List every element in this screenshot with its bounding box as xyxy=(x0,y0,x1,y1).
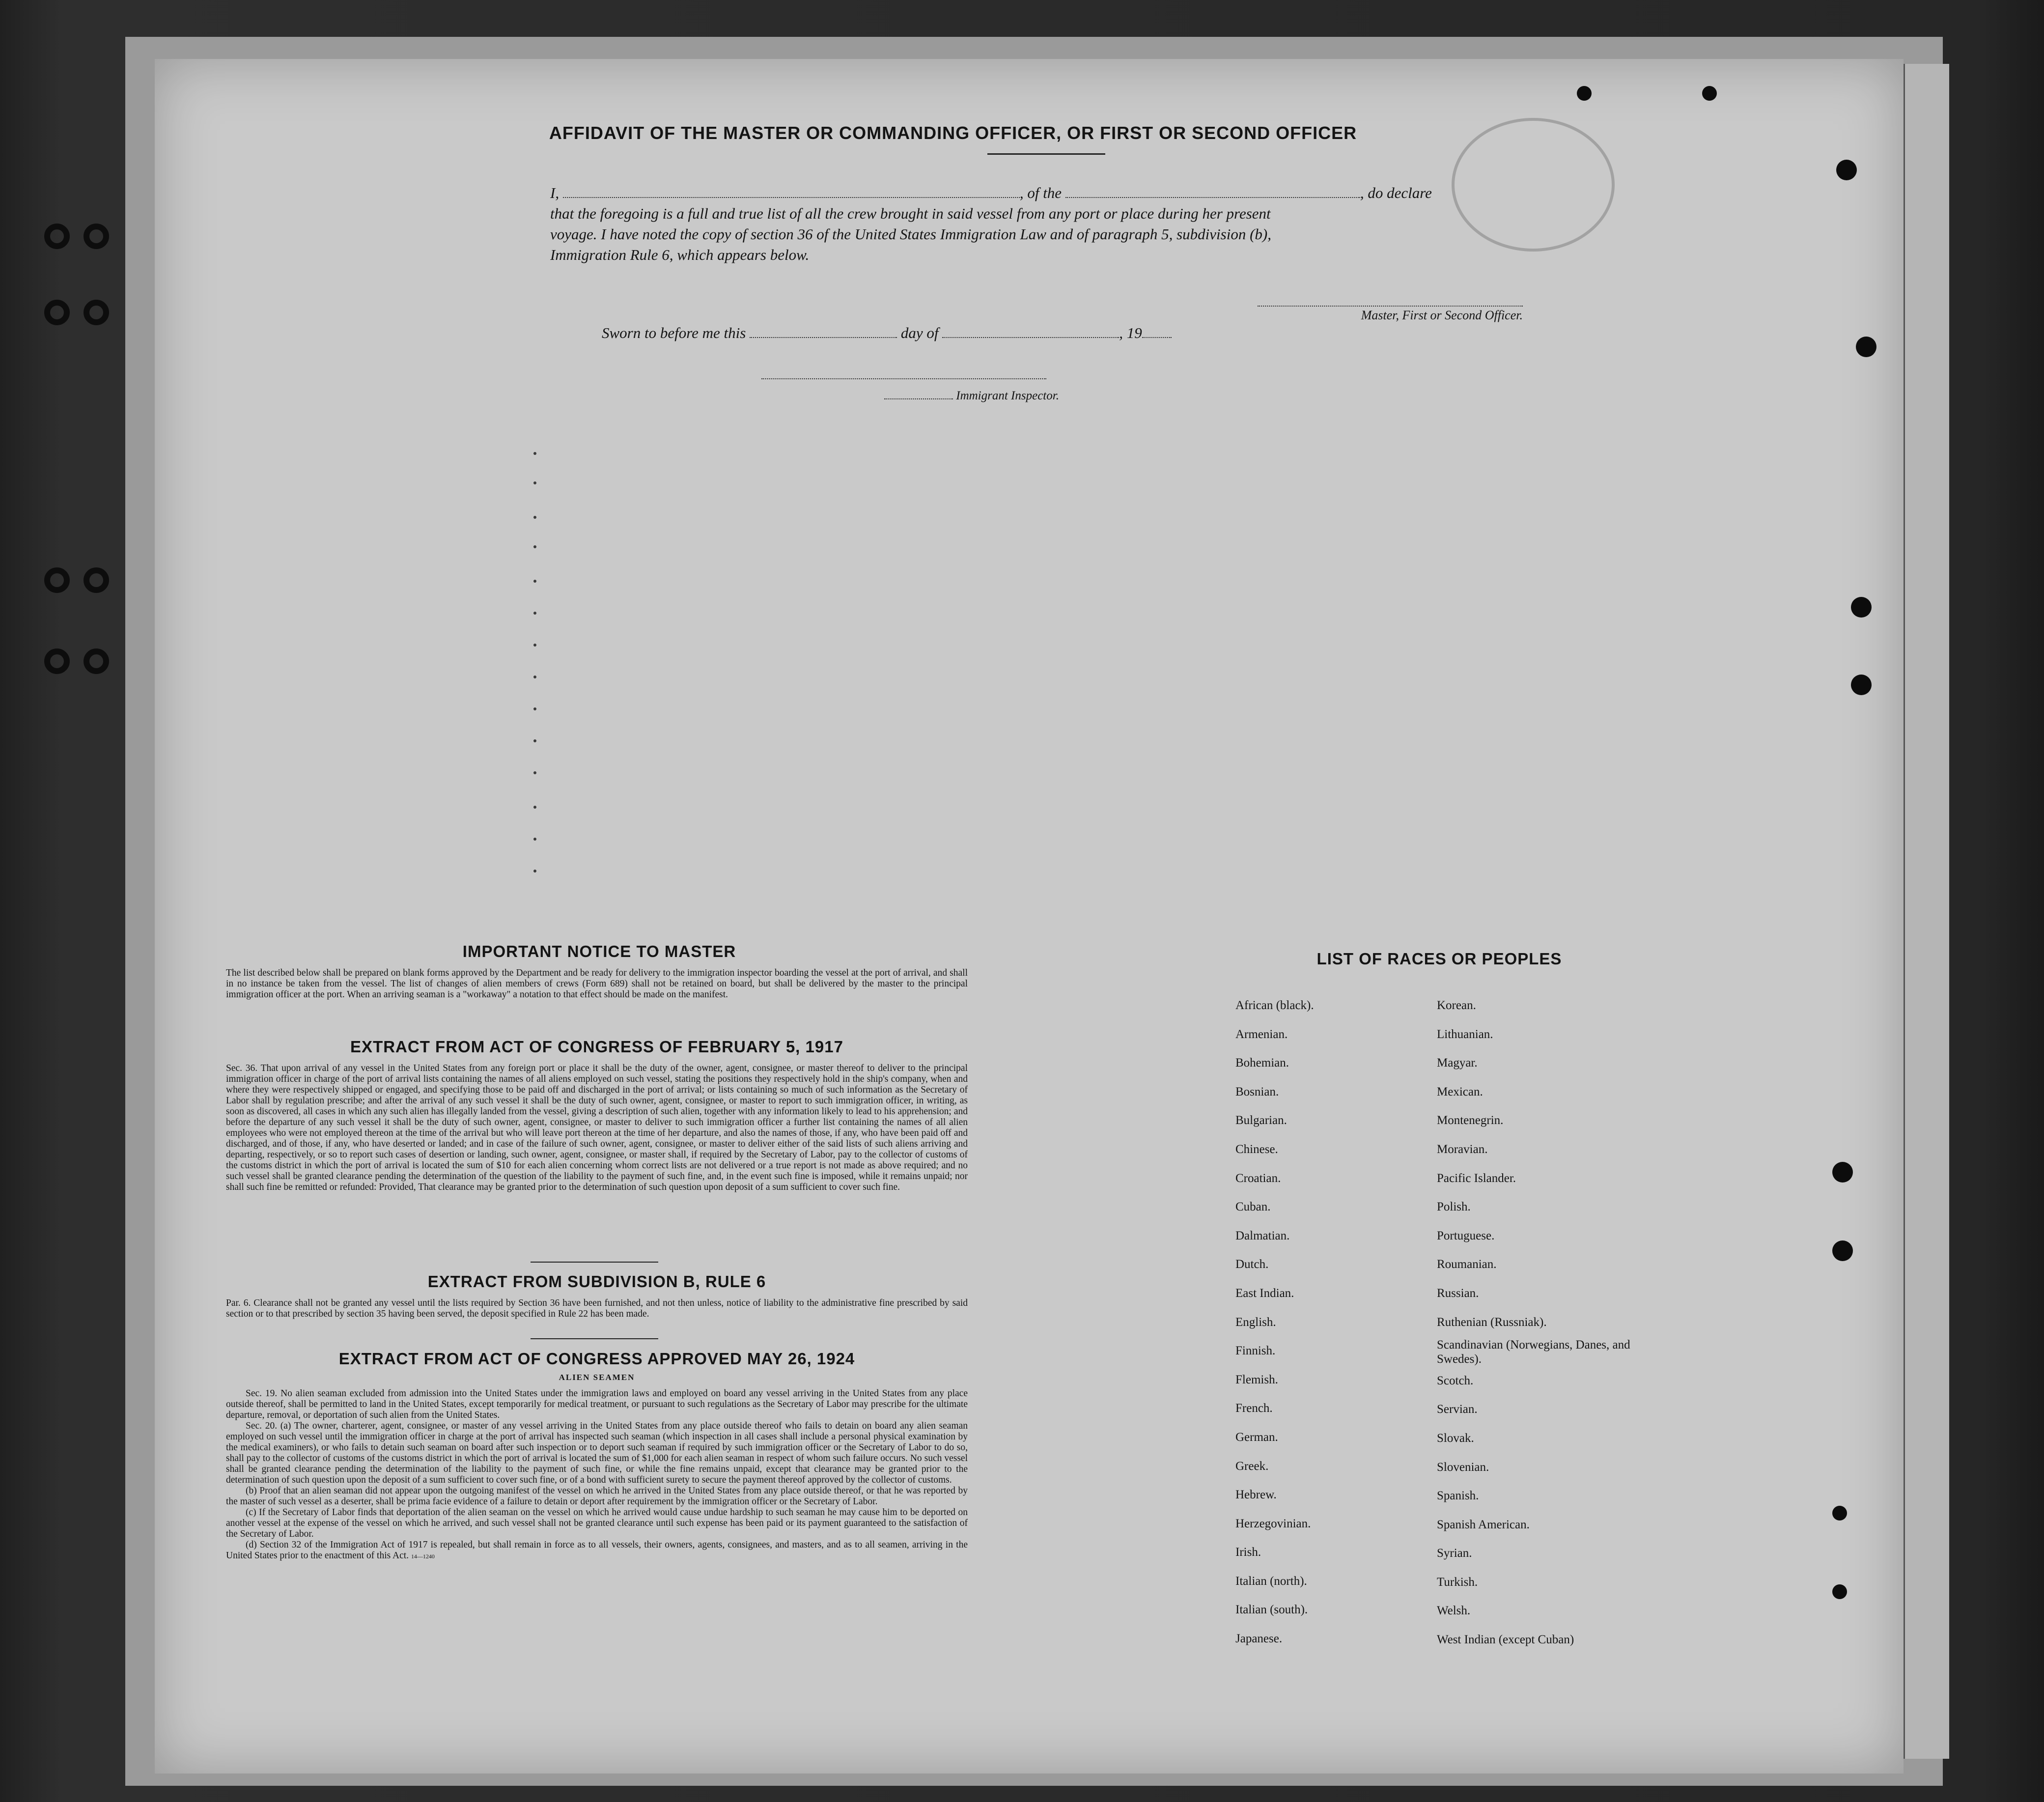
officer-name-blank[interactable] xyxy=(563,197,1020,198)
race-item: Armenian. xyxy=(1235,1027,1288,1041)
extract-1917-title: EXTRACT FROM ACT OF CONGRESS OF FEBRUARY 5, 1917 xyxy=(350,1038,843,1056)
extract-1924-sec19: Sec. 19. No alien seaman excluded from admission into the United States under the immigration laws and employed on board any vessel arriving in the United States from any place outside thereof, shall be permitted to land in the United States, except temporarily for medical treatment, or pursuant to such regulations as the Secretary of Labor may prescribe for the ultimate departure, removal, or deportation of such alien from the United States. xyxy=(226,1388,968,1420)
extract-1924-title: EXTRACT FROM ACT OF CONGRESS APPROVED MAY 26, 1924 xyxy=(338,1350,855,1368)
race-item: Polish. xyxy=(1437,1200,1471,1214)
punch-hole-icon xyxy=(1832,1584,1847,1599)
sworn-year-blank[interactable] xyxy=(1142,337,1172,338)
extract-1924-sec20b: (b) Proof that an alien seaman did not appear upon the outgoing manifest of the vessel on which he arrived in the United States from any place outside thereof, or that he was reported by the master of such vessel as a deserter, shall be prima facie evidence of a failure to detain or deport after requirement by the immigration officer or the Secretary of Labor. xyxy=(226,1486,968,1507)
race-item: Welsh. xyxy=(1437,1604,1471,1618)
punch-hole-icon xyxy=(1577,86,1592,101)
page-edge-strip xyxy=(1904,64,1949,1759)
race-item: French. xyxy=(1235,1402,1273,1415)
binder-hole-icon xyxy=(84,648,109,674)
binder-hole-icon xyxy=(84,567,109,593)
race-item: Roumanian. xyxy=(1437,1258,1497,1271)
divider xyxy=(531,1338,658,1339)
extract-1924-subtitle: ALIEN SEAMEN xyxy=(559,1373,635,1382)
race-item: Greek. xyxy=(1235,1459,1269,1473)
race-item: Flemish. xyxy=(1235,1373,1278,1386)
punch-hole-icon xyxy=(1832,1162,1853,1183)
race-item: Italian (south). xyxy=(1235,1603,1308,1617)
race-item: Croatian. xyxy=(1235,1171,1281,1185)
inspector-blank[interactable] xyxy=(884,398,953,399)
punch-hole-icon xyxy=(1851,597,1872,618)
binder-hole-icon xyxy=(44,300,70,325)
race-item: Herzegovinian. xyxy=(1235,1517,1311,1530)
sworn-day-blank[interactable] xyxy=(750,337,897,338)
race-item: Scotch. xyxy=(1437,1374,1474,1387)
notice-title: IMPORTANT NOTICE TO MASTER xyxy=(462,942,736,960)
race-item: Syrian. xyxy=(1437,1547,1472,1560)
signature-caption: Master, First or Second Officer. xyxy=(1361,308,1523,322)
declaration-i: I, xyxy=(550,184,560,201)
race-item: Korean. xyxy=(1437,999,1476,1012)
inspector-caption xyxy=(884,389,1059,403)
race-item: East Indian. xyxy=(1235,1286,1294,1300)
sworn-year-prefix: , 19 xyxy=(1119,324,1142,341)
sworn-label: Sworn to before me this xyxy=(602,324,746,341)
binder-hole-icon xyxy=(44,648,70,674)
binder-hole-icon xyxy=(84,300,109,325)
extract-rule6-title: EXTRACT FROM SUBDIVISION B, RULE 6 xyxy=(427,1272,766,1291)
race-item: Dutch. xyxy=(1235,1258,1269,1271)
race-item: Italian (north). xyxy=(1235,1574,1307,1588)
race-item: West Indian (except Cuban) xyxy=(1437,1633,1574,1647)
binder-hole-icon xyxy=(84,224,109,249)
declaration-do-declare: , do declare xyxy=(1360,184,1432,201)
race-item: Portuguese. xyxy=(1437,1229,1495,1242)
declaration-of-the: , of the xyxy=(1019,184,1062,201)
race-item: Russian. xyxy=(1437,1286,1479,1300)
form-number: 14—1240 xyxy=(411,1553,435,1560)
race-item: Japanese. xyxy=(1235,1632,1283,1646)
vessel-name-blank[interactable] xyxy=(1065,197,1360,198)
punch-hole-icon xyxy=(1832,1506,1847,1520)
race-item: Hebrew. xyxy=(1235,1488,1277,1502)
punch-hole-icon xyxy=(1856,337,1876,357)
sworn-month-blank[interactable] xyxy=(942,337,1119,338)
binder-hole-icon xyxy=(44,567,70,593)
race-item: Turkish. xyxy=(1437,1575,1478,1589)
race-item: Pacific Islander. xyxy=(1437,1171,1516,1185)
races-right-column xyxy=(1437,991,1633,1655)
race-item: Irish. xyxy=(1235,1546,1261,1559)
affidavit-title: AFFIDAVIT OF THE MASTER OR COMMANDING OFFICER, OR FIRST OR SECOND OFFICER xyxy=(549,123,1357,143)
punch-hole-icon xyxy=(1836,160,1857,180)
race-item: African (black). xyxy=(1235,999,1314,1012)
races-left-column xyxy=(1235,991,1314,1654)
punch-hole-icon xyxy=(1702,86,1717,101)
race-item: Cuban. xyxy=(1235,1200,1271,1214)
extract-1924-sec20d-text: (d) Section 32 of the Immigration Act of 1917 is repealed, but shall remain in force as to all vessels, their owners, agents, consignees, and masters, and as to all seamen, arriving in the United States prior to the enactment of this Act. xyxy=(226,1540,968,1561)
declaration-line-2: that the foregoing is a full and true list of all the crew brought in said vessel from any port or place during her present xyxy=(550,205,1271,222)
extract-1924-sec20a: Sec. 20. (a) The owner, charterer, agent, consignee, or master of any vessel arriving in the United States from any place outside thereof who fails to detain on board any alien seaman employed on such vessel until the immigration officer in charge at the port of arrival has inspected such seaman (which inspection in all cases shall include a personal physical examination by the medical examiners), or who fails to detain such seaman on board after such inspection or to deport such seaman if required by such immigration officer or the Secretary of Labor to do so, shall pay to the collector of customs of the customs district in which the port of arrival is located the sum of $1,000 for each alien seaman in respect of whom such failure occurs. No such vessel shall be granted clearance pending the determination of the liability to the payment of such fine, or while the fine remains unpaid, except that clearance may be granted prior to the determination of such question upon the deposit of a sum sufficient to cover such fine, or of a bond with sufficient surety to secure the payment thereof approved by the collector of customs. xyxy=(226,1421,968,1485)
declaration-line-4: Immigration Rule 6, which appears below. xyxy=(550,246,810,263)
extract-1917-text: Sec. 36. That upon arrival of any vessel in the United States from any foreign port or place it shall be the duty of the owner, agent, consignee, or master thereof to deliver to the principal immigration officer in charge of the port of arrival lists containing the names of all aliens employed on such vessel, stating the positions they respectively hold in the ship's company, when and where they were respectively shipped or engaged, and specifying those to be paid off and discharged in the port of arrival; or lists containing so much of such information as the Secretary of Labor shall by regulation prescribe; and after the arrival of any such vessel it shall be the duty of such owner, agent, consignee, or master to report to such immigration officer, in writing, as soon as discovered, all cases in which any such alien has illegally landed from the vessel, giving a description of such alien, together with any information likely to lead to his apprehension; and before the departure of any such vessel it shall be the duty of such owner, agent, consignee, or master to deliver to such immigration officer a further list containing the names of all alien employees who were not employed thereon at the time of the arrival but who will leave port thereon at the time of her departure, and also the names of those, if any, who have been paid off and discharged, and of those, if any, who have deserted or landed; and in case of the failure of such owner, agent, consignee, or master to deliver either of the said lists of such aliens arriving and departing, respectively, or so to report such cases of desertion or landing, such owner, agent, consignee, or master shall, if required by the Secretary of Labor, pay to the collector of customs of the customs district in which the port of arrival is located the sum of $10 for each alien concerning whom correct lists are not delivered or a true report is not made as above required; and no such vessel shall be granted clearance pending the determination of the question of the liability to the payment of such fine, and, in the event such fine is imposed, while it remains unpaid; nor shall such fine be remitted or refunded: Provided, That clearance may be granted prior to the determination of such question upon deposit of a sum sufficient to cover such fine. xyxy=(226,1063,968,1192)
extract-1924-sec20c: (c) If the Secretary of Labor finds that deportation of the alien seaman on the vessel on which he arrived would cause undue hardship to such seaman he may cause him to be deported on another vessel at the expense of the vessel on which he arrived, and such vessel shall not be granted clearance until such expense has been paid or its payment guaranteed to the satisfaction of the Secretary of Labor. xyxy=(226,1507,968,1539)
race-item: English. xyxy=(1235,1315,1276,1329)
races-title: LIST OF RACES OR PEOPLES xyxy=(1316,950,1562,968)
race-item: Lithuanian. xyxy=(1437,1027,1493,1041)
divider xyxy=(531,1262,658,1263)
race-item: Moravian. xyxy=(1437,1142,1488,1156)
inspector-signature-line[interactable] xyxy=(761,377,1046,379)
punch-hole-icon xyxy=(1851,675,1872,695)
race-item: German. xyxy=(1235,1430,1278,1444)
race-item: Magyar. xyxy=(1437,1056,1478,1070)
signature-line[interactable] xyxy=(1258,305,1523,307)
race-item: Bosnian. xyxy=(1235,1085,1279,1098)
race-item: Dalmatian. xyxy=(1235,1229,1290,1242)
extract-rule6-text: Par. 6. Clearance shall not be granted any vessel until the lists required by Section 36 have been furnished, and not then unless, notice of liability to the administrative fine prescribed by said section or to that prescribed by section 35 having been served, the deposit specified in Rule 22 has been made. xyxy=(226,1298,968,1319)
race-item: Bohemian. xyxy=(1235,1056,1289,1070)
race-item: Finnish. xyxy=(1235,1344,1276,1358)
race-item: Servian. xyxy=(1437,1403,1478,1416)
race-item: Chinese. xyxy=(1235,1142,1278,1156)
sworn-day-of: day of xyxy=(900,324,939,341)
dotted-margin xyxy=(533,432,538,899)
race-item: Slovak. xyxy=(1437,1431,1474,1445)
binder-hole-icon xyxy=(44,224,70,249)
extract-1924-text xyxy=(226,1388,968,1562)
affidavit-declaration xyxy=(550,183,1523,265)
sworn-statement xyxy=(602,324,1172,342)
punch-hole-icon xyxy=(1832,1240,1853,1261)
inspector-caption-text: Immigrant Inspector. xyxy=(956,389,1059,402)
race-item: Mexican. xyxy=(1437,1085,1483,1098)
notice-text: The list described below shall be prepared on blank forms approved by the Department and be ready for delivery to the immigration inspector boarding the vessel at the port of arrival, and shall in no instance be taken from the vessel. The list of changes of alien members of crews (Form 689) shall not be retained on board, but shall be delivered by the master to the principal immigration officer at the port. When an arriving seaman is a "workaway" a notation to that effect should be made on the manifest. xyxy=(226,968,968,1000)
race-item: Slovenian. xyxy=(1437,1460,1489,1474)
race-item: Spanish. xyxy=(1437,1489,1479,1503)
race-item: Scandinavian (Norwegians, Danes, and Swedes). xyxy=(1437,1338,1630,1366)
declaration-line-3: voyage. I have noted the copy of section 36 of the United States Immigration Law and of paragraph 5, subdivision (b), xyxy=(550,225,1271,243)
race-item: Ruthenian (Russniak). xyxy=(1437,1315,1547,1329)
race-item: Montenegrin. xyxy=(1437,1114,1504,1127)
extract-1924-sec20d xyxy=(226,1540,968,1562)
race-item: Spanish American. xyxy=(1437,1518,1530,1531)
race-item: Bulgarian. xyxy=(1235,1114,1287,1127)
divider xyxy=(987,153,1105,155)
